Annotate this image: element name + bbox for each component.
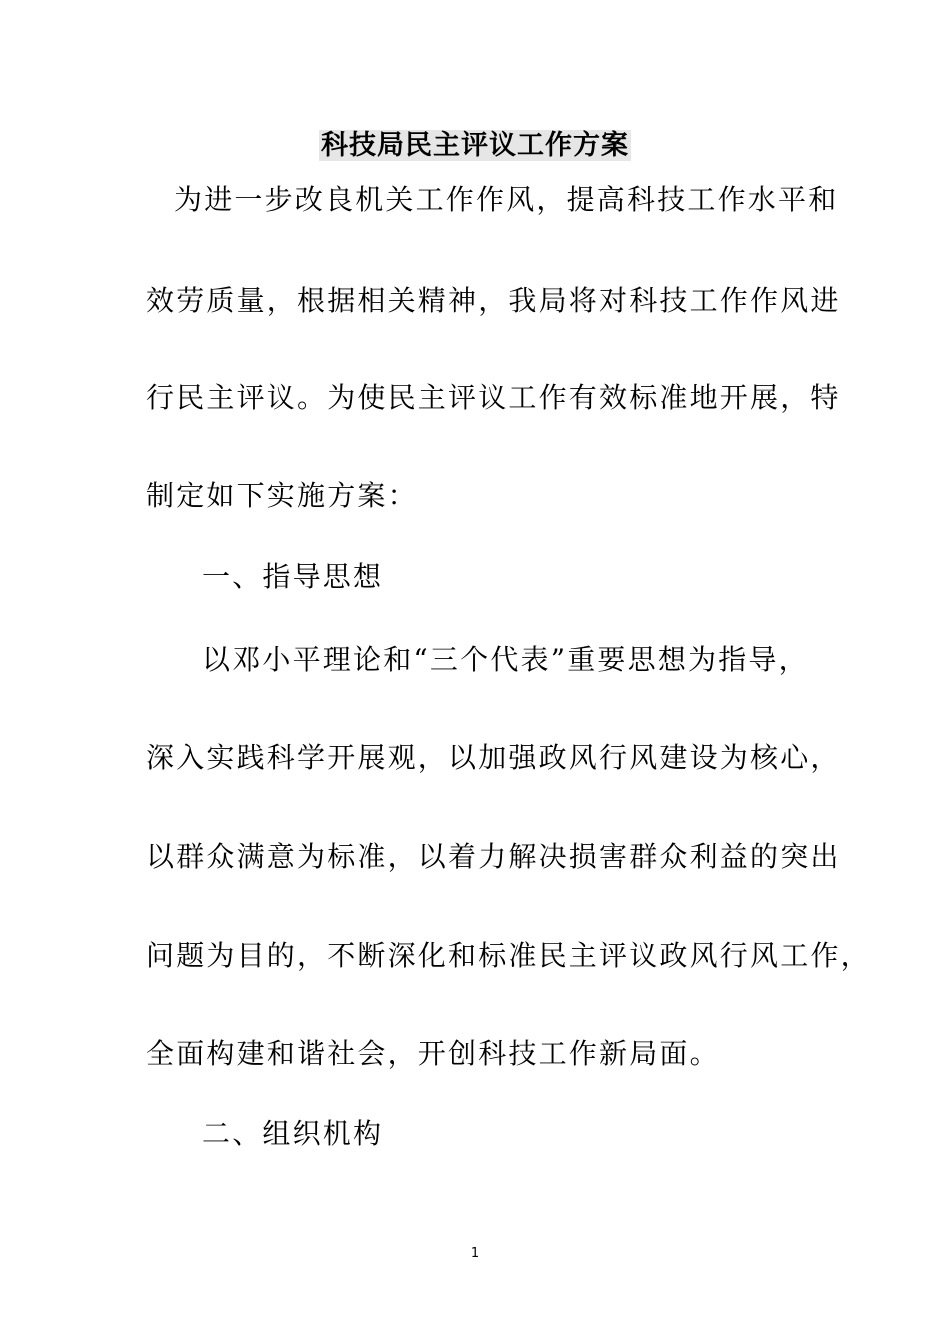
- body-line: 效劳质量，根据相关精神，我局将对科技工作作风进: [146, 284, 841, 317]
- page-number: 1: [470, 1246, 480, 1261]
- body-line: 行民主评议。为使民主评议工作有效标准地开展，特: [146, 381, 841, 414]
- body-line: 问题为目的，不断深化和标准民主评议政风行风工作，: [146, 939, 871, 972]
- body-line: 制定如下实施方案：: [146, 479, 418, 512]
- body-line: 为进一步改良机关工作作风，提高科技工作水平和: [174, 183, 839, 216]
- body-line: 深入实践科学开展观，以加强政风行风建设为核心，: [146, 741, 841, 774]
- document-title: 科技局民主评议工作方案: [321, 130, 629, 161]
- section-heading: 二、组织机构: [202, 1117, 384, 1150]
- body-line: 以邓小平理论和“三个代表”重要思想为指导，: [202, 643, 809, 676]
- body-line: 全面构建和谐社会，开创科技工作新局面。: [146, 1037, 720, 1070]
- body-line: 以群众满意为标准，以着力解决损害群众利益的突出: [146, 840, 841, 873]
- section-heading: 一、指导思想: [202, 560, 384, 593]
